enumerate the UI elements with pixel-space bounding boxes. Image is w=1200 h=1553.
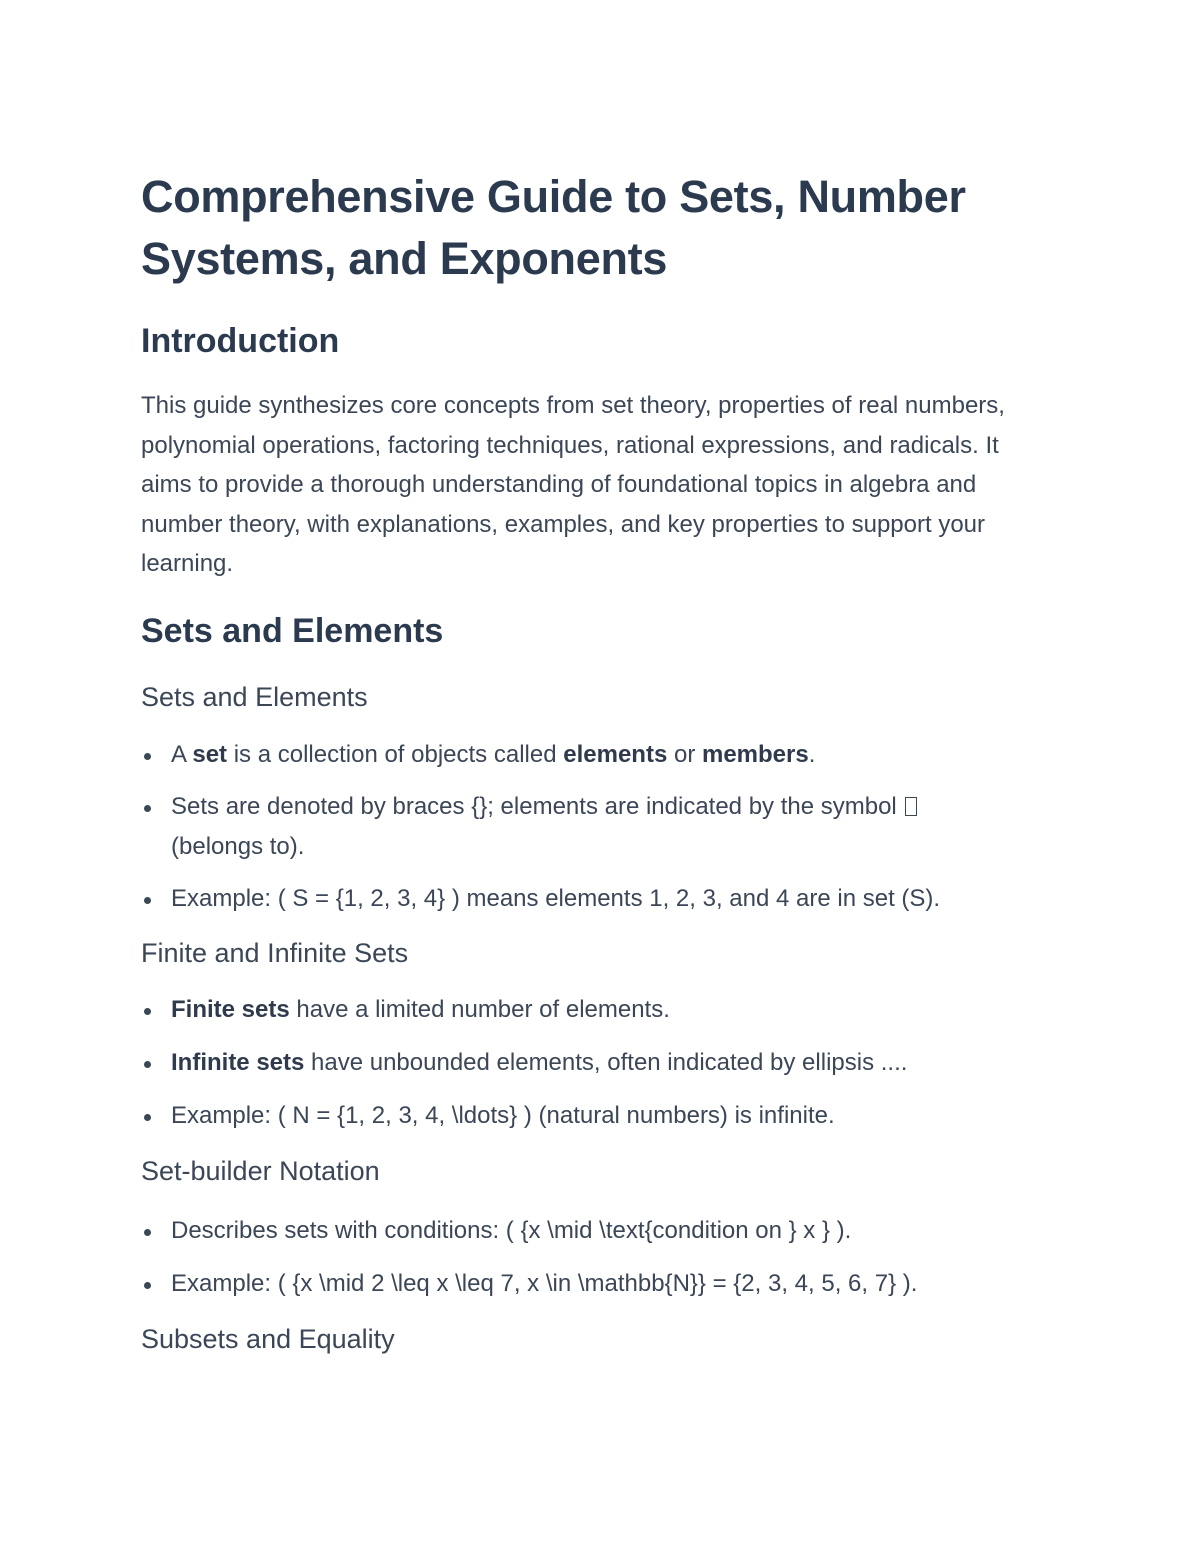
list-item: Example: ( {x \mid 2 \leq x \leq 7, x \in \mathbb{N}} = {2, 3, 4, 5, 6, 7} ). — [141, 1264, 1041, 1304]
missing-glyph-icon — [905, 797, 917, 816]
list-item: Infinite sets have unbounded elements, often indicated by ellipsis .... — [141, 1043, 1041, 1083]
finite-infinite-subheading: Finite and Infinite Sets — [141, 937, 409, 968]
subsets-equality-subheading: Subsets and Equality — [141, 1323, 395, 1354]
sets-elements-subheading: Sets and Elements — [141, 681, 368, 712]
finite-infinite-list — [141, 990, 1041, 1136]
document-page — [141, 166, 1041, 1357]
list-item: A set is a collection of objects called elements or members. — [141, 735, 1041, 775]
sets-elements-list — [141, 735, 1041, 919]
list-item: Example: ( S = {1, 2, 3, 4} ) means elements 1, 2, 3, and 4 are in set (S). — [141, 879, 1041, 919]
introduction-heading: Introduction — [141, 322, 340, 360]
document-title: Comprehensive Guide to Sets, Number Systems, and Exponents — [141, 171, 966, 284]
list-item: Example: ( N = {1, 2, 3, 4, \ldots} ) (natural numbers) is infinite. — [141, 1096, 1041, 1136]
introduction-paragraph: This guide synthesizes core concepts from set theory, properties of real numbers, polynomial operations, factoring techniques, rational expressions, and radicals. It aims to provide a thorough understanding of foundational topics in algebra and number theory, with explanations, examples, and key properties to support your learning. — [141, 392, 1005, 577]
sets-elements-section-heading: Sets and Elements — [141, 611, 444, 650]
list-item: Sets are denoted by braces {}; elements are indicated by the symbol (belongs to). — [141, 787, 1041, 867]
list-item: Describes sets with conditions: ( {x \mid \text{condition on } x } ). — [141, 1211, 1041, 1251]
list-item: Finite sets have a limited number of elements. — [141, 990, 1041, 1030]
set-builder-list — [141, 1211, 1041, 1304]
set-builder-subheading: Set-builder Notation — [141, 1155, 380, 1186]
